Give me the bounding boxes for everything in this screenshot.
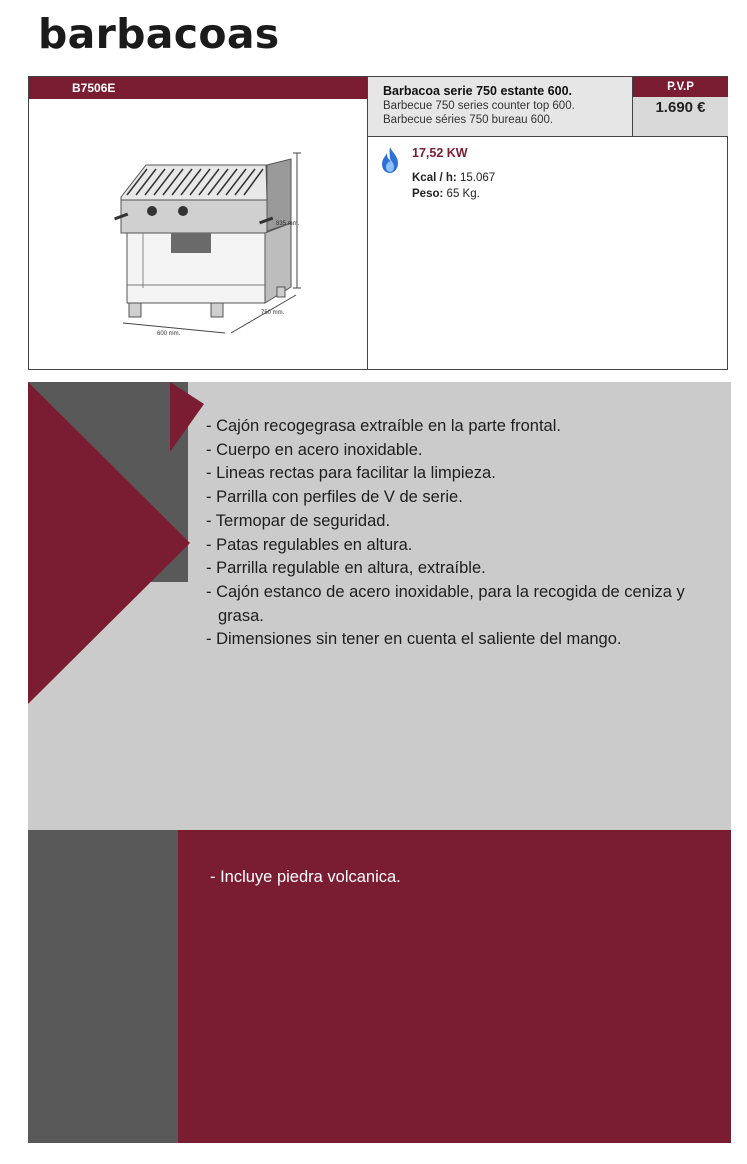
footer-gray-strip [28, 830, 178, 1143]
feature-item: - Parrilla con perfiles de V de serie. [206, 488, 463, 507]
price-label: P.V.P [633, 77, 728, 97]
feature-item: - Lineas rectas para facilitar la limpieza. [206, 464, 496, 483]
product-title: Barbacoa serie 750 estante 600. [383, 84, 573, 98]
translation-en: Barbecue 750 series counter top 600. [383, 100, 575, 112]
product-card [28, 76, 728, 370]
feature-item: - Termopar de seguridad. [206, 511, 391, 530]
price-value: 1.690 € [633, 97, 728, 136]
feature-item: - Cajón estanco de acero inoxidable, para la recogida de ceniza y grasa. [206, 582, 685, 625]
weight-label: Peso [412, 188, 440, 200]
translation-fr: Barbecue séries 750 bureau 600. [383, 114, 554, 126]
feature-item: - Parrilla regulable en altura, extraíble. [206, 559, 486, 578]
product-code: B7506E [29, 77, 367, 99]
power-rating: 17,52 KW [412, 146, 468, 160]
weight-value: 65 Kg. [446, 188, 480, 200]
product-description [368, 77, 632, 137]
dimension-depth: 750 mm. [261, 310, 285, 316]
weight-row: Peso: 65 Kg. [412, 188, 480, 200]
kcal-value: 15.067 [459, 172, 496, 184]
flame-icon [379, 146, 401, 174]
footer-panel [28, 830, 731, 1143]
product-image-panel [29, 77, 368, 369]
product-illustration [101, 123, 331, 348]
dimension-height: 835 mm. [276, 221, 300, 227]
page-title: barbacoas [38, 10, 280, 58]
footer-note: - Incluye piedra volcanica. [210, 868, 401, 886]
feature-item: - Patas regulables en altura. [206, 535, 413, 554]
kcal-label: Kcal / h [412, 172, 453, 184]
decor-triangles [28, 382, 228, 712]
feature-item: - Cajón recogegrasa extraíble en la parte frontal. [206, 417, 561, 435]
features-panel [28, 382, 731, 830]
kcal-row: Kcal / h: 15.067 [412, 172, 496, 184]
feature-list [206, 415, 726, 652]
dimension-width: 600 mm. [157, 331, 181, 337]
feature-item: - Cuerpo en acero inoxidable. [206, 440, 423, 459]
price-column [632, 77, 728, 137]
feature-item: - Dimensiones sin tener en cuenta el saliente del mango. [206, 630, 622, 649]
